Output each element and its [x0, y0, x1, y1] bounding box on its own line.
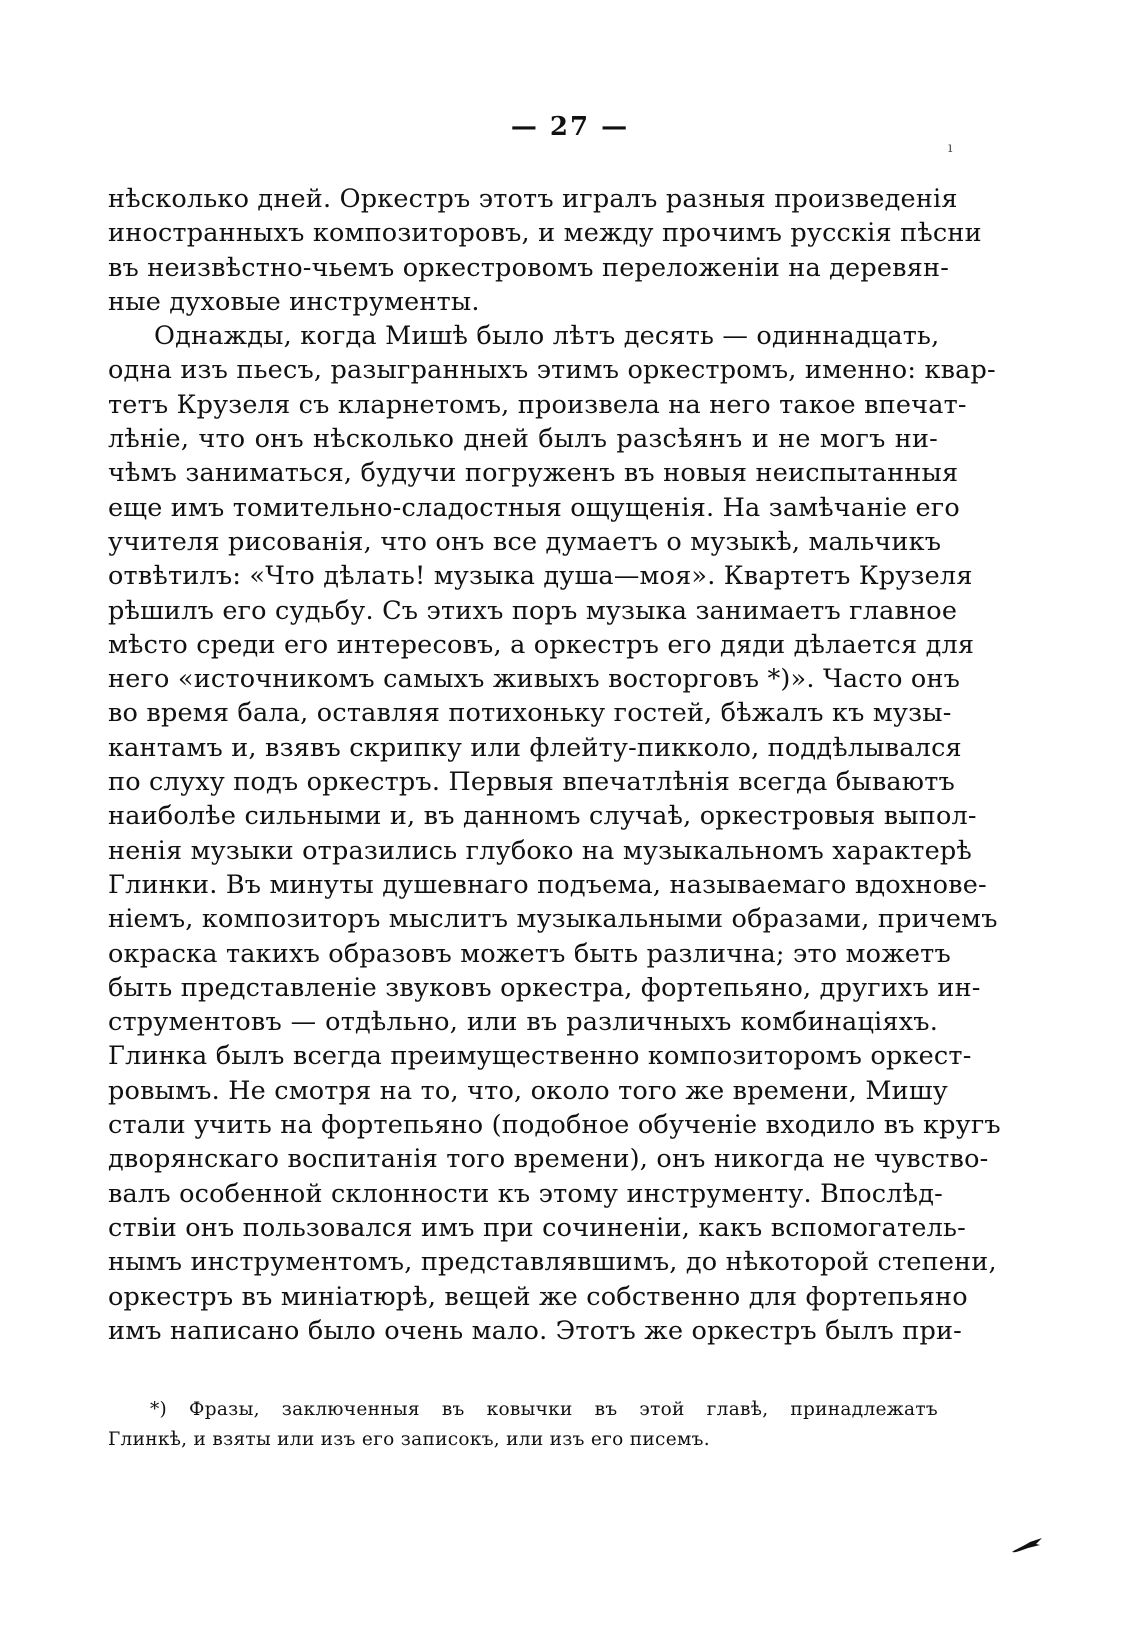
stray-ink-mark: ı [948, 140, 953, 156]
text-line: струментовъ — отдѣльно, или въ различныхъ комбинаціяхъ. [108, 1007, 938, 1038]
text-line: еще имъ томительно-сладостныя ощущенія. На замѣчаніе его [108, 492, 960, 523]
ink-blot-icon [1010, 1536, 1044, 1560]
text-line: кантамъ и, взявъ скрипку или флейту-пикколо, поддѣлывался [108, 732, 962, 763]
page-number: — 27 — [510, 112, 630, 142]
text-line: него «источникомъ самыхъ живыхъ восторговъ *)». Часто онъ [108, 664, 961, 695]
text-line: нѣсколько дней. Оркестръ этотъ игралъ разныя произведенія [108, 184, 958, 214]
text-line: Глинка былъ всегда преимущественно композиторомъ оркест- [108, 1041, 972, 1072]
text-line-paragraph-start: Однажды, когда Мишѣ было лѣтъ десять — одиннадцать, [154, 321, 940, 352]
text-line: нымъ инструментомъ, представлявшимъ, до нѣкоторой степени, [108, 1247, 997, 1278]
main-text [108, 182, 1001, 1348]
text-line: лѣніе, что онъ нѣсколько дней былъ разсѣянъ и не могъ ни- [108, 424, 938, 455]
footnote-line: Глинкѣ, и взяты или изъ его записокъ, или изъ его писемъ. [108, 1429, 710, 1450]
footnote [108, 1395, 938, 1455]
text-line: ствіи онъ пользовался имъ при сочиненіи, какъ вспомогатель- [108, 1212, 966, 1243]
text-line: мѣсто среди его интересовъ, а оркестръ его дяди дѣлается для [108, 629, 975, 660]
text-line: имъ написано было очень мало. Этотъ же оркестръ былъ при- [108, 1315, 962, 1346]
text-line: ненія музыки отразились глубоко на музыкальномъ характерѣ [108, 835, 972, 866]
text-line: отвѣтилъ: «Что дѣлать! музыка душа—моя». Квартетъ Крузеля [108, 561, 973, 592]
text-line: оркестръ въ миніатюрѣ, вещей же собственно для фортепьяно [108, 1281, 968, 1312]
text-line: чѣмъ заниматься, будучи погруженъ въ новыя неиспытанныя [108, 458, 959, 489]
text-line: дворянскаго воспитанія того времени), онъ никогда не чувство- [108, 1144, 989, 1175]
text-line: въ неизвѣстно-чьемъ оркестровомъ переложеніи на деревян- [108, 252, 950, 283]
text-line: по слуху подъ оркестръ. Первыя впечатлѣнія всегда бываютъ [108, 767, 955, 798]
text-line: быть представленіе звуковъ оркестра, фортепьяно, другихъ ин- [108, 972, 981, 1003]
text-line: окраска такихъ образовъ можетъ быть различна; это можетъ [108, 938, 951, 969]
text-line: ные духовые инструменты. [108, 286, 480, 317]
text-line: иностранныхъ композиторовъ, и между прочимъ русскія пѣсни [108, 218, 982, 249]
text-line: Глинки. Въ минуты душевнаго подъема, называемаго вдохнове- [108, 869, 987, 900]
text-line: стали учить на фортепьяно (подобное обученіе входило въ кругъ [108, 1110, 1001, 1141]
text-line: ровымъ. Не смотря на то, что, около того же времени, Мишу [108, 1075, 948, 1106]
text-line: во время бала, оставляя потихоньку гостей, бѣжалъ къ музы- [108, 698, 952, 729]
text-line: учителя рисованія, что онъ все думаетъ о музыкѣ, мальчикъ [108, 526, 942, 557]
text-line: одна изъ пьесъ, разыгранныхъ этимъ оркестромъ, именно: квар- [108, 355, 996, 386]
text-line: валъ особенной склонности къ этому инструменту. Впослѣд- [108, 1178, 943, 1209]
text-line: рѣшилъ его судьбу. Съ этихъ поръ музыка занимаетъ главное [108, 595, 958, 626]
text-line: тетъ Крузеля съ кларнетомъ, произвела на него такое впечат- [108, 389, 967, 420]
footnote-line: *) Фразы, заключенныя въ ковычки въ этой главѣ, принадлежатъ [150, 1399, 938, 1420]
text-line: наиболѣе сильными и, въ данномъ случаѣ, оркестровыя выпол- [108, 801, 977, 832]
text-line: ніемъ, композиторъ мыслитъ музыкальными образами, причемъ [108, 904, 998, 935]
